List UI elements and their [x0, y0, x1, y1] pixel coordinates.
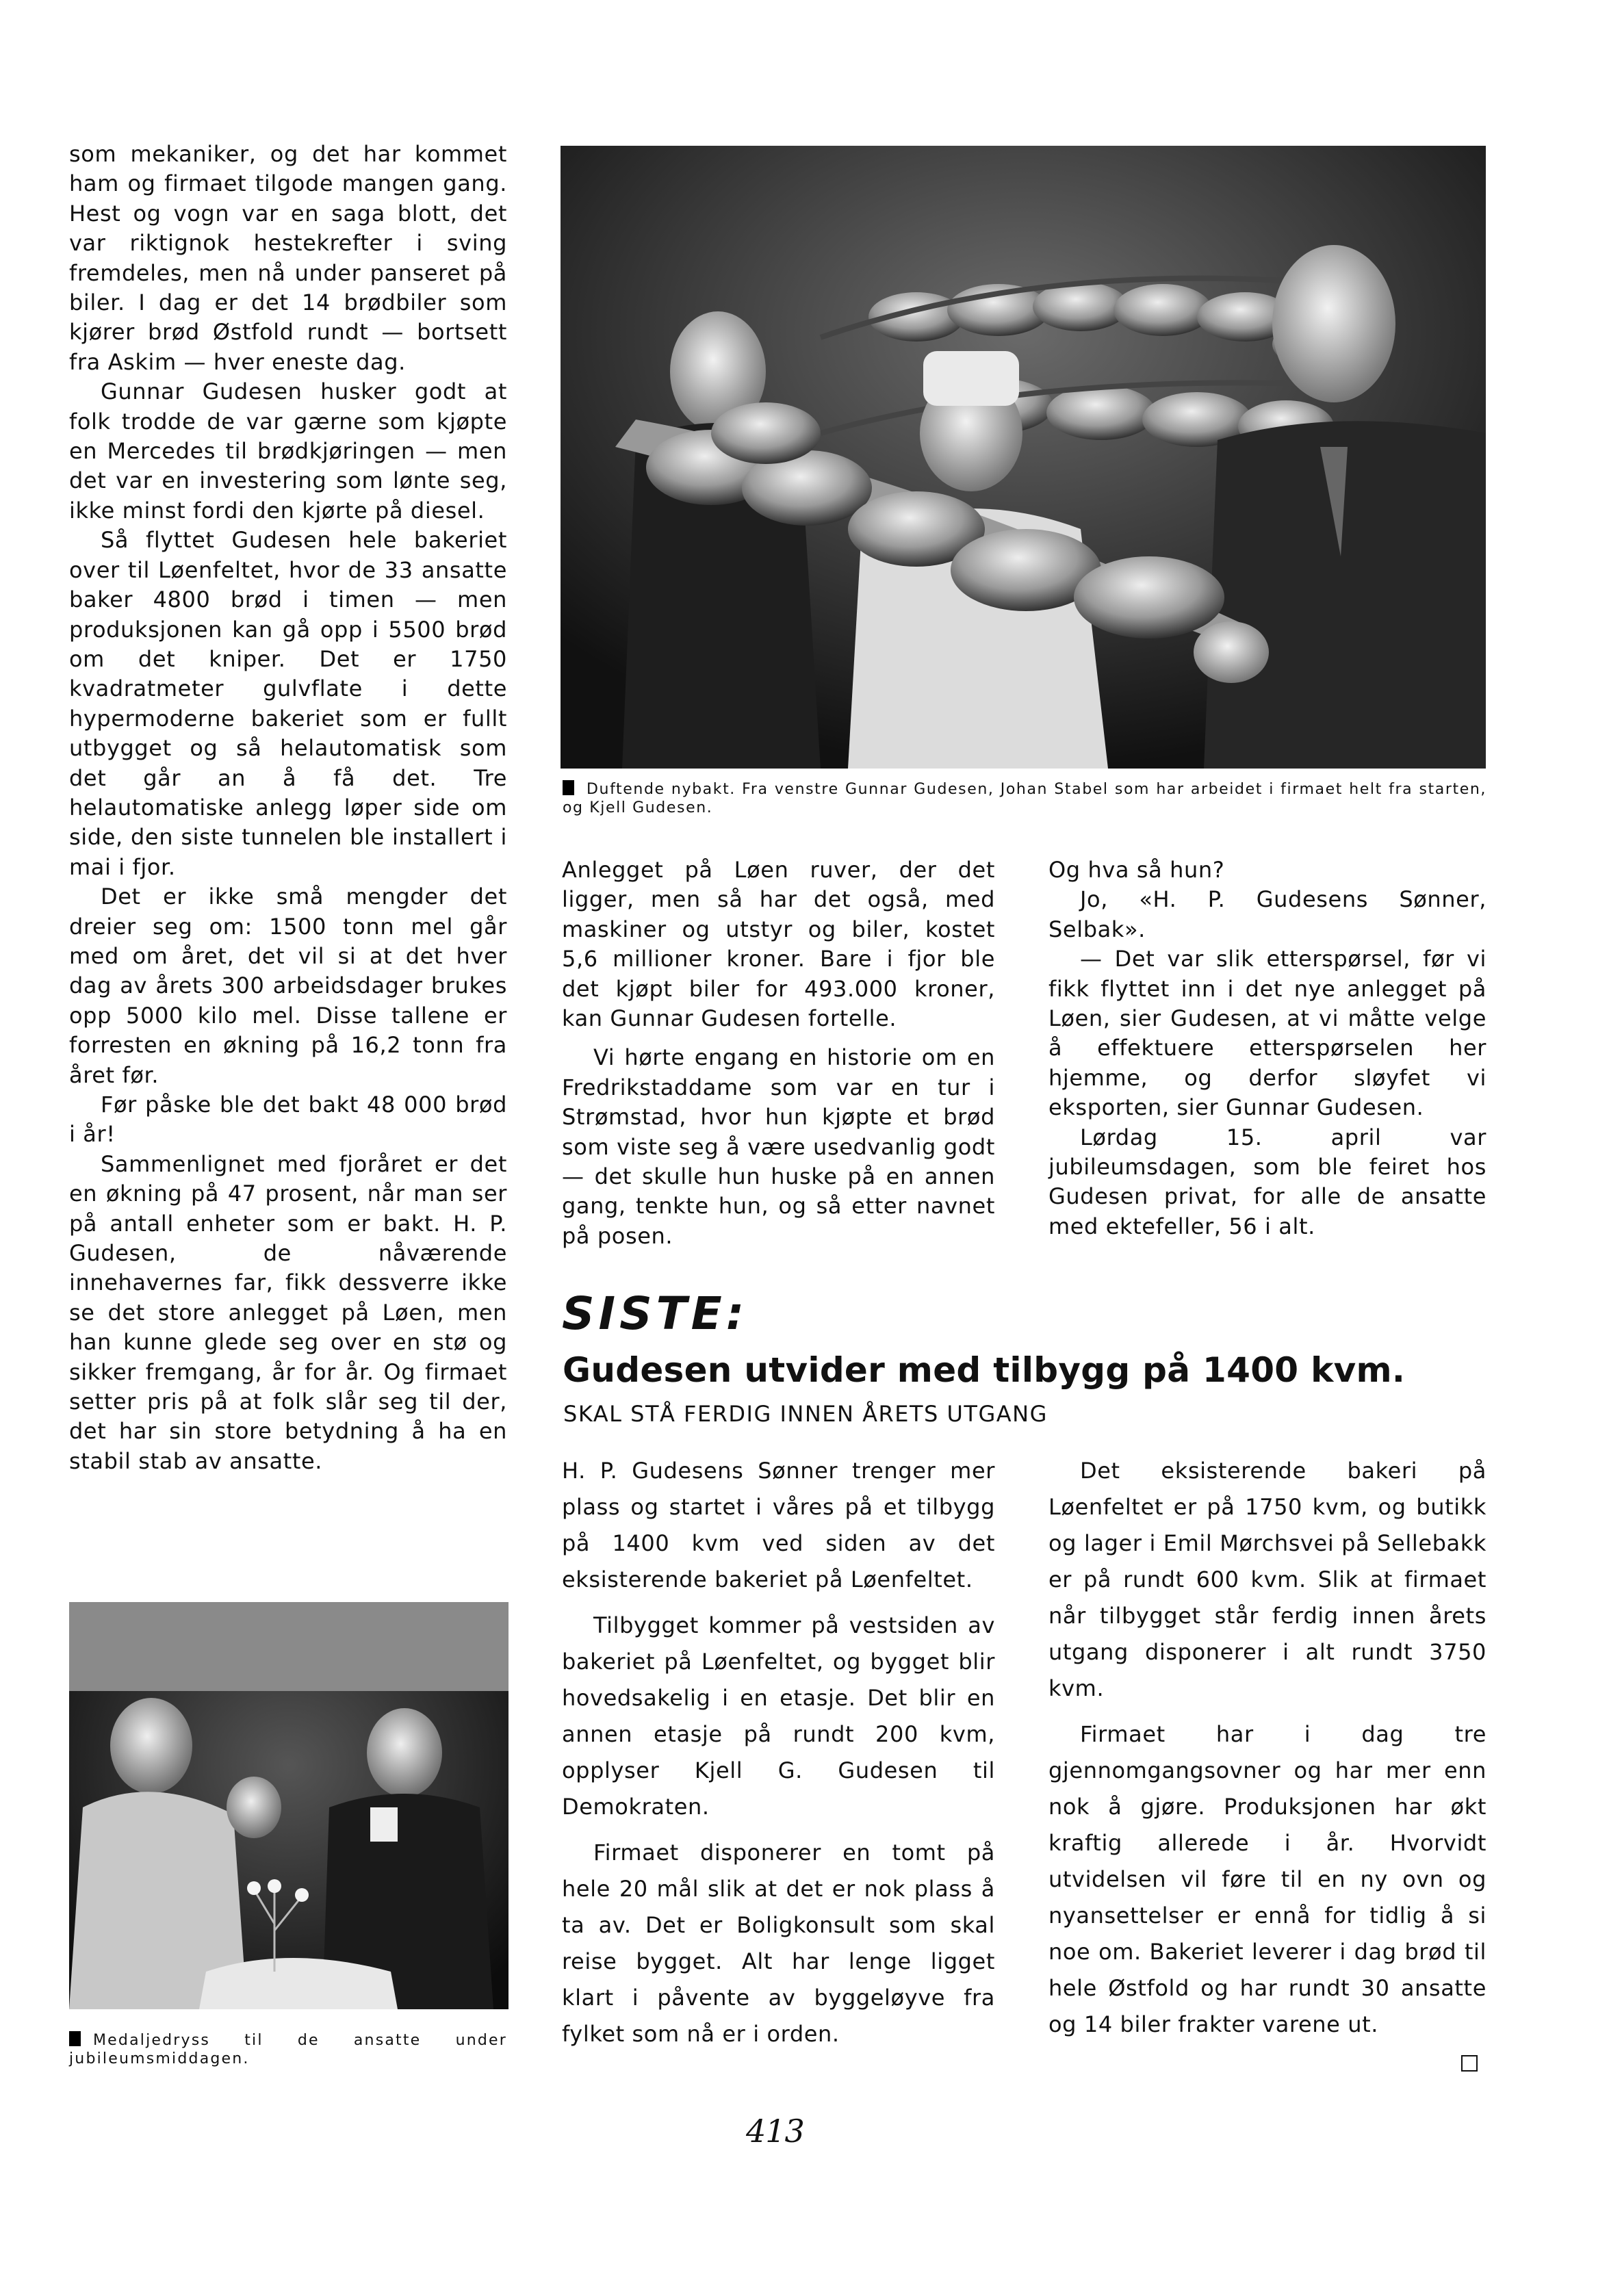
top-photo-caption [563, 780, 1486, 817]
paragraph: Og hva så hun? [1048, 857, 1225, 883]
middle-column-text [562, 855, 995, 1251]
bottom-photo-caption [69, 2031, 507, 2068]
paragraph: — Det var slik etterspørsel, før vi fikk flyttet inn i det nye anlegget på Løen, sier Gudesen, at vi måtte velge å effektuere etterspørselen her hjemme, og derfor sløyfet vi eksporten, sier Gunnar Gudesen. [1048, 946, 1486, 1121]
bakery-photo [561, 146, 1486, 769]
news-left-column [562, 1453, 995, 2062]
headline: Gudesen utvider med tilbygg på 1400 kvm. [563, 1350, 1406, 1390]
paragraph: Gunnar Gudesen husker godt at folk trodde de var gærne som kjøpte en Mercedes til brødkjøringen — men det var en investering som lønte seg, ikke minst fordi den kjørte på diesel. [69, 378, 507, 524]
paragraph: Jo, «H. P. Gudesens Sønner, Selbak». [1048, 886, 1486, 942]
paragraph: Vi hørte engang en historie om en Fredrikstaddame som var en tur i Strømstad, hvor hun kjøpte et brød som viste seg å være usedvanlig godt — det skulle hun huske på en annen gang, tenkte hun, og så etter navnet på posen. [562, 1044, 995, 1249]
paragraph: Firmaet disponerer en tomt på hele 20 mål slik at det er nok plass å ta av. Det er Boligkonsult som skal reise bygget. Alt har lenge ligget klart i påvente av byggeløyve fra fylket som nå er i orden. [562, 1840, 995, 2047]
end-of-article-mark [1461, 2055, 1478, 2072]
top-photo-caption-text: Duftende nybakt. Fra venstre Gunnar Gudesen, Johan Stabel som har arbeidet i firmaet helt fra starten, og Kjell Gudesen. [563, 781, 1486, 816]
banquet-photo [69, 1602, 509, 2009]
page-number: 413 [746, 2113, 804, 2150]
right-column-text [1048, 855, 1486, 1256]
paragraph: H. P. Gudesens Sønner trenger mer plass og startet i våres på et tilbygg på 1400 kvm ved siden av det eksisterende bakeriet på Løenfeltet. [562, 1458, 995, 1592]
paragraph: Før påske ble det bakt 48 000 brød i år! [69, 1092, 507, 1148]
paragraph: Lørdag 15. april var jubileumsdagen, som ble feiret hos Gudesen privat, for alle de ansatte med ektefeller, 56 i alt. [1048, 1124, 1486, 1239]
paragraph: Det eksisterende bakeri på Løenfeltet er på 1750 kvm, og butikk og lager i Emil Mørchsvei på Sellebakk er på rundt 600 kvm. Slik at firmaet når tilbygget står ferdig innen årets utgang disponerer i alt rundt 3750 kvm. [1048, 1458, 1486, 1701]
subheadline: SKAL STÅ FERDIG INNEN ÅRETS UTGANG [563, 1401, 1048, 1427]
paragraph: Tilbygget kommer på vestsiden av bakeriet på Løenfeltet, og bygget blir hovedsakelig i en etasje. Det blir en annen etasje på rundt 200 kvm, opplyser Kjell G. Gudesen til Demokraten. [562, 1612, 995, 1820]
paragraph: Firmaet har i dag tre gjennomgangsovner og har mer enn nok å gjøre. Produksjonen har økt kraftig allerede i år. Hvorvidt utvidelsen vil føre til en ny ovn og nyansettelser er ennå for tidlig å si noe om. Bakeriet leverer i dag brød til hele Østfold og har rundt 30 ansatte og 14 biler frakter varene ut. [1048, 1721, 1486, 2037]
bottom-photo-caption-text: Medaljedryss til de ansatte under jubileumsmiddagen. [69, 2032, 507, 2067]
paragraph: Anlegget på Løen ruver, der det ligger, men så har det også, med maskiner og utstyr og biler, kostet 5,6 millioner kroner. Bare i fjor ble det kjøpt biler for 493.000 kroner, kan Gunnar Gudesen fortelle. [562, 857, 995, 1032]
caption-marker-icon [69, 2031, 81, 2046]
caption-marker-icon [563, 780, 574, 795]
banquet-photo-illustration [69, 1602, 509, 2009]
paragraph: Det er ikke små mengder det dreier seg om: 1500 tonn mel går med om året, det vil si at det hver dag av årets 300 arbeidsdager brukes opp 5000 kilo mel. Disse tallene er forresten en økning på 16,2 tonn fra året før. [69, 883, 507, 1088]
kicker: SISTE: [562, 1287, 749, 1340]
paragraph: som mekaniker, og det har kommet ham og firmaet tilgode mangen gang. Hest og vogn var en saga blott, det var riktignok hestekrefter i sving fremdeles, men nå under panseret på biler. I dag er det 14 brødbiler som kjører brød Østfold rundt — bortsett fra Askim — hver eneste dag. [69, 141, 507, 375]
left-column-text [69, 140, 507, 1476]
bakery-photo-illustration [561, 146, 1486, 769]
paragraph: Sammenlignet med fjoråret er det en økning på 47 prosent, når man ser på antall enheter som er bakt. H. P. Gudesen, de nåværende innehavernes far, fikk dessverre ikke se det store anlegget på Løen, men han kunne glede seg over en stø og sikker fremgang, år for år. Og firmaet setter pris på at folk slår seg til der, det har sin store betydning å ha en stabil stab av ansatte. [69, 1150, 507, 1474]
news-right-column [1048, 1453, 1486, 2052]
paragraph: Så flyttet Gudesen hele bakeriet over til Løenfeltet, hvor de 33 ansatte baker 4800 brød i timen — men produksjonen kan gå opp i 5500 brød om det kniper. Det er 1750 kvadratmeter gulvflate i dette hypermoderne bakeriet som er fullt utbygget og så helautomatisk som det går an å få det. Tre helautomatiske anlegg løper side om side, den siste tunnelen ble installert i mai i fjor. [69, 527, 507, 880]
